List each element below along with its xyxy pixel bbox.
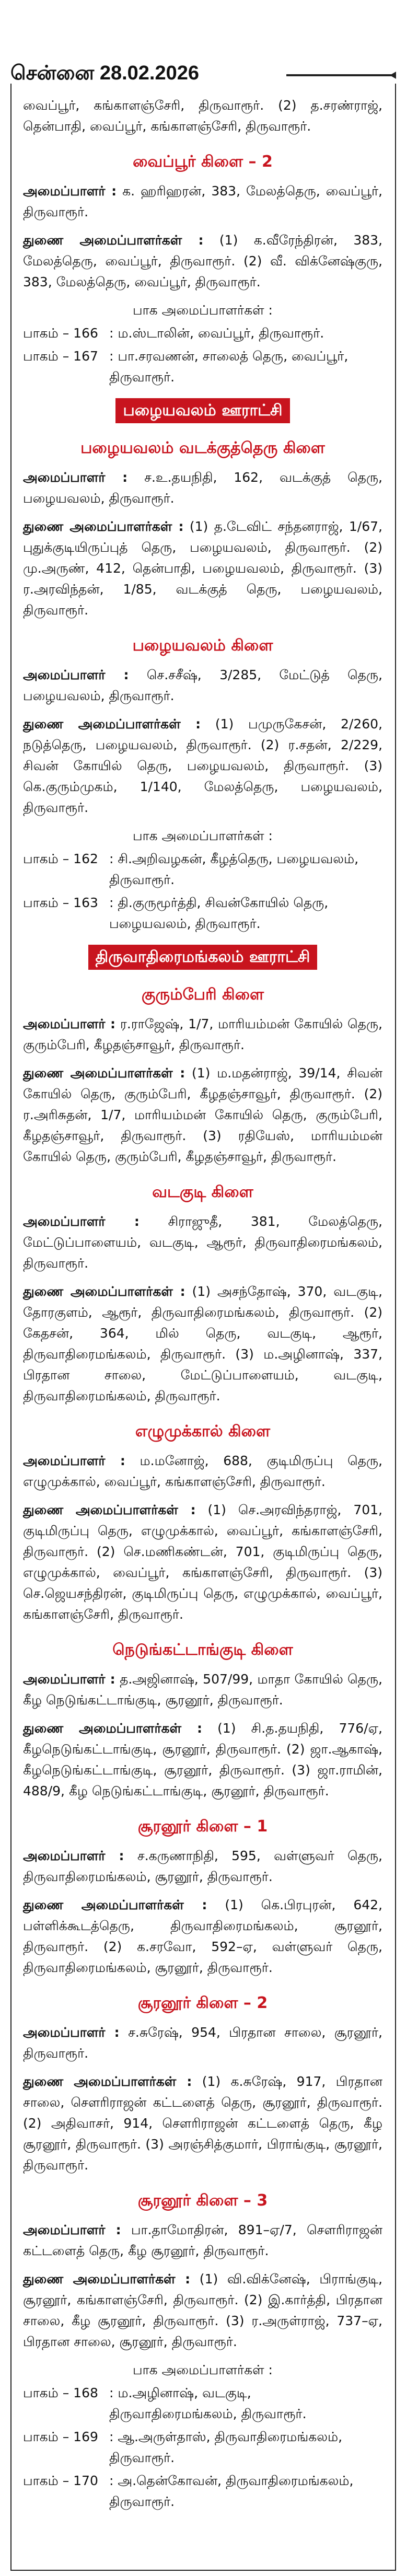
booth-row: [23, 323, 382, 344]
booth-details: : பா.சரவணன், சாலைத் தெரு, வைப்பூர், திருவாரூர்.: [109, 349, 349, 385]
page-header: [0, 0, 418, 84]
booth-details: : ம.ஸ்டாலின், வைப்பூர், திருவாரூர்.: [109, 326, 324, 341]
member-details: ம.மனோஜ், 688, குடிமிருப்பு தெரு, எழுமுக்கால், வைப்பூர், கங்காளஞ்சேரி, திருவாரூர்.: [23, 1453, 382, 1489]
member-details: ச.சுரேஷ், 954, பிரதான சாலை, சூரனூர், திருவாரூர்.: [23, 2025, 382, 2061]
paragraph: வைப்பூர், கங்காளஞ்சேரி, திருவாரூர். (2) த.சரண்ராஜ், தென்பாதி, வைப்பூர், கங்காளஞ்சேரி, திருவாரூர்.: [23, 98, 382, 134]
booth-details: : சி.அறிவழகன், கீழத்தெரு, பழையவலம், திருவாரூர்.: [109, 851, 359, 887]
member-details: பா.தாமோதிரன், 891–ஏ/7, சௌரிராஜன் கட்டளைத் தெரு, கீழ சூரனூர், திருவாரூர்.: [23, 2222, 382, 2258]
role-label: அமைப்பாளர் :: [23, 1453, 125, 1468]
member-details: (1) ம.மதன்ராஜ், 39/14, சிவன் கோயில் தெரு, குரும்பேரி, கீழதஞ்சாவூர், திருவாரூர். (2) ர.அரிசுதன், 1/7, மாரியம்மன் கோயில் தெரு, குரும்பேரி, கீழதஞ்சாவூர், திருவாரூர். (3) ரதியேஸ், மாரியம்மன் கோயில் தெரு, குரும்பேரி, கீழதஞ்சாவூர், திருவாரூர்.: [23, 1065, 382, 1164]
member-details: (1) க.வீரேந்திரன், 383, மேலத்தெரு, வைப்பூர், திருவாரூர். (2) வீ. விக்னேஷ்குரு, 383, மேலத்தெரு, வைப்பூர், திருவாரூர்.: [23, 233, 382, 289]
header-rule-cap: [390, 72, 396, 79]
role-label: துணை அமைப்பாளர்கள் :: [23, 1897, 207, 1912]
booth-details: : ஆ.அருள்தாஸ், திருவாதிரைமங்கலம், திருவாரூர்.: [109, 2429, 343, 2465]
branch-heading: குரும்பேரி கிளை: [141, 985, 264, 1004]
booth-heading: பாக அமைப்பாளர்கள் :: [133, 303, 273, 318]
role-label: துணை அமைப்பாளர்கள் :: [23, 2074, 192, 2089]
member-details: ர.ராஜேஷ், 1/7, மாரியம்மன் கோயில் தெரு, குரும்பேரி, கீழதஞ்சாவூர், திருவாரூர்.: [23, 1016, 383, 1052]
member-details: ச.உ.தயநிதி, 162, வடக்குத் தெரு, பழையவலம், திருவாரூர்.: [23, 470, 382, 506]
booth-details: : தி.குருமூர்த்தி, சிவன்கோயில் தெரு, பழையவலம், திருவாரூர்.: [109, 895, 329, 931]
booth-row: [23, 2427, 382, 2468]
booth-row: [23, 346, 382, 388]
member-details: சிராஜுதீ, 381, மேலத்தெரு, மேட்டுப்பாளையம், வடகுடி, ஆரூர், திருவாதிரைமங்கலம், திருவாரூர்.: [23, 1214, 382, 1271]
booth-row: [23, 849, 382, 890]
booth-number: பாகம் – 163: [23, 895, 98, 910]
member-details: க. ஹரிஹரன், 383, மேலத்தெரு, வைப்பூர், திருவாரூர்.: [23, 183, 382, 219]
booth-row: [23, 2383, 382, 2424]
member-entry: [23, 1846, 382, 1887]
article-page: [0, 84, 418, 2576]
role-label: அமைப்பாளர் :: [23, 1016, 116, 1031]
branch-heading: எழுமுக்கால் கிளை: [135, 1422, 271, 1441]
role-label: அமைப்பாளர் :: [23, 1214, 140, 1229]
role-label: அமைப்பாளர் :: [23, 2222, 121, 2237]
member-entry: [23, 516, 382, 621]
member-details: (1) அசந்தோஷ், 370, வடகுடி, தோரகுளம், ஆரூர், திருவாதிரைமங்கலம், திருவாரூர். (2) கேதசன், 364, மில் தெரு, வடகுடி, ஆரூர், திருவாதிரைமங்கலம், திருவாரூர். (3) ம.அழினாஷ், 337, பிரதான சாலை, மேட்டுப்பாளையம், வடகுடி, திருவாதிரைமங்கலம், திருவாரூர்.: [23, 1284, 382, 1403]
role-label: அமைப்பாளர் :: [23, 1672, 115, 1687]
member-entry: [23, 1211, 382, 1274]
booth-number: பாகம் – 162: [23, 851, 98, 866]
branch-heading: சூரனூர் கிளை – 3: [137, 2191, 268, 2210]
member-details: (1) க.சுரேஷ், 917, பிரதான சாலை, சௌரிராஜன் கட்டளைத் தெரு, சூரனூர், திருவாரூர். (2) அதிவாசர், 914, சௌரிராஜன் கட்டளைத் தெரு, கீழ சூரனூர், திருவாரூர். (3) அரஞ்சித்குமார், பிராங்குடி, சூரனூர், திருவாரூர்.: [23, 2074, 382, 2173]
role-label: துணை அமைப்பாளர்கள் :: [23, 2271, 191, 2287]
member-details: (1) கெ.பிரபுரன், 642, பள்ளிக்கூடத்தெரு, திருவாதிரைமங்கலம், சூரனூர், திருவாரூர். (2) க.சரவோ, 592–ஏ, வள்ளுவர் தெரு, திருவாதிரைமங்கலம், சூரனூர், திருவாரூர்.: [23, 1897, 382, 1975]
member-entry: [23, 230, 382, 293]
role-label: துணை அமைப்பாளர்கள் :: [23, 1721, 202, 1736]
union-heading: [23, 945, 382, 970]
member-entry: [23, 1014, 382, 1055]
member-details: ச.கருணாநிதி, 595, வள்ளுவர் தெரு, திருவாதிரைமங்கலம், சூரனூர், திருவாரூர்.: [23, 1848, 382, 1884]
union-heading-label: பழையவலம் ஊராட்சி: [115, 398, 289, 423]
member-entry: [23, 714, 382, 818]
branch-heading: சூரனூர் கிளை – 2: [137, 1994, 268, 2012]
role-label: அமைப்பாளர் :: [23, 183, 117, 199]
member-details: (1) செ.அரவிந்தராஜ், 701, குடிமிருப்பு தெரு, எழுமுக்கால், வைப்பூர், கங்காளஞ்சேரி, திருவாரூர். (2) செ.மணிகண்டன், 701, குடிமிருப்பு தெரு, எழுமுக்கால், வைப்பூர், கங்காளஞ்சேரி, திருவாரூர். (3) செ.ஜெயசந்திரன், குடிமிருப்பு தெரு, எழுமுக்கால், வைப்பூர், கங்காளஞ்சேரி, திருவாரூர்.: [23, 1502, 382, 1622]
member-entry: [23, 1718, 382, 1802]
branch-heading: நெடுங்கட்டாங்குடி கிளை: [112, 1641, 293, 1659]
booth-details: : ம.அழினாஷ், வடகுடி, திருவாதிரைமங்கலம், திருவாரூர்.: [109, 2385, 307, 2421]
booth-number: பாகம் – 168: [23, 2385, 98, 2400]
booth-number: பாகம் – 166: [23, 326, 98, 341]
booth-number: பாகம் – 170: [23, 2473, 98, 2488]
header-rule: [286, 74, 396, 76]
branch-heading: சூரனூர் கிளை – 1: [137, 1817, 268, 1836]
dateline: சென்னை 28.02.2026: [10, 62, 200, 84]
branch-heading: வடகுடி கிளை: [152, 1183, 253, 1201]
union-heading-label: திருவாதிரைமங்கலம் ஊராட்சி: [88, 945, 318, 970]
member-entry: [23, 1451, 382, 1492]
branch-heading: பழையவலம் வடக்குத்தெரு கிளை: [80, 439, 325, 457]
member-details: செ.சசீஷ், 3/285, மேட்டுத் தெரு, பழையவலம், திருவாரூர்.: [23, 667, 382, 703]
role-label: துணை அமைப்பாளர்கள் :: [23, 1284, 185, 1299]
booth-row: [23, 892, 382, 934]
booth-number: பாகம் – 167: [23, 349, 98, 364]
booth-details: : அ.தென்கோவன், திருவாதிரைமங்கலம், திருவாரூர்.: [109, 2473, 354, 2509]
role-label: அமைப்பாளர் :: [23, 2025, 120, 2040]
booth-heading: பாக அமைப்பாளர்கள் :: [133, 2362, 273, 2377]
member-entry: [23, 1669, 382, 1711]
member-details: (1) த.டேவிட் சந்தனராஜ், 1/67, புதுக்குடியிருப்புத் தெரு, பழையவலம், திருவாரூர். (2) மு.அருண், 412, தென்பாதி, பழையவலம், திருவாரூர். (3) ர.அரவிந்தன், 1/85, வடக்குத் தெரு, பழையவலம், திருவாரூர்.: [23, 519, 382, 618]
member-details: (1) சி.த.தயநிதி, 776/ஏ, கீழநெடுங்கட்டாங்குடி, சூரனூர், திருவாரூர். (2) ஜா.ஆகாஷ், கீழநெடுங்கட்டாங்குடி, சூரனூர், திருவாரூர். (3) ஜா.ராமின், 488/9, கீழ நெடுங்கட்டாங்குடி, சூரனூர், திருவாரூர்.: [23, 1721, 382, 1798]
member-entry: [23, 2071, 382, 2176]
member-entry: [23, 1063, 382, 1167]
member-entry: [23, 1281, 382, 1407]
member-entry: [23, 665, 382, 706]
booth-heading: பாக அமைப்பாளர்கள் :: [133, 828, 273, 843]
member-entry: [23, 181, 382, 223]
role-label: துணை அமைப்பாளர்கள் :: [23, 519, 184, 534]
booth-row: [23, 2470, 382, 2512]
member-entry: [23, 2220, 382, 2261]
branch-heading: வைப்பூர் கிளை – 2: [133, 153, 273, 171]
role-label: துணை அமைப்பாளர்கள் :: [23, 1065, 185, 1081]
member-entry: [23, 1895, 382, 1978]
branch-heading: பழையவலம் கிளை: [132, 636, 273, 655]
member-details: (1) பமுருகேசன், 2/260, நடுத்தெரு, பழையவலம், திருவாரூர். (2) ர.சதன், 2/229, சிவன் கோயில் தெரு, பழையவலம், திருவாரூர். (3) கெ.குரும்முகம், 1/140, மேலத்தெரு, பழையவலம், திருவாரூர்.: [23, 716, 382, 815]
member-entry: [23, 2022, 382, 2064]
article-body: [10, 84, 396, 2571]
member-entry: [23, 1500, 382, 1625]
role-label: அமைப்பாளர் :: [23, 667, 129, 682]
role-label: துணை அமைப்பாளர்கள் :: [23, 233, 204, 248]
role-label: துணை அமைப்பாளர்கள் :: [23, 716, 201, 732]
member-details: (1) வி.விக்னேஷ், பிராங்குடி, சூரனூர், கங்காளஞ்சேரி, திருவாரூர். (2) இ.கார்த்தி, பிரதான சாலை, கீழ சூரனூர், திருவாரூர். (3) ர.அருள்ராஜ், 737–ஏ, பிரதான சாலை, சூரனூர், திருவாரூர்.: [23, 2271, 382, 2349]
union-heading: [23, 398, 382, 423]
member-entry: [23, 2269, 382, 2352]
role-label: அமைப்பாளர் :: [23, 1848, 124, 1863]
role-label: அமைப்பாளர் :: [23, 470, 128, 485]
member-details: த.அஜினாஷ், 507/99, மாதா கோயில் தெரு, கீழ நெடுங்கட்டாங்குடி, சூரனூர், திருவாரூர்.: [23, 1672, 382, 1708]
booth-number: பாகம் – 169: [23, 2429, 98, 2444]
member-entry: [23, 467, 382, 509]
role-label: துணை அமைப்பாளர்கள் :: [23, 1502, 196, 1517]
